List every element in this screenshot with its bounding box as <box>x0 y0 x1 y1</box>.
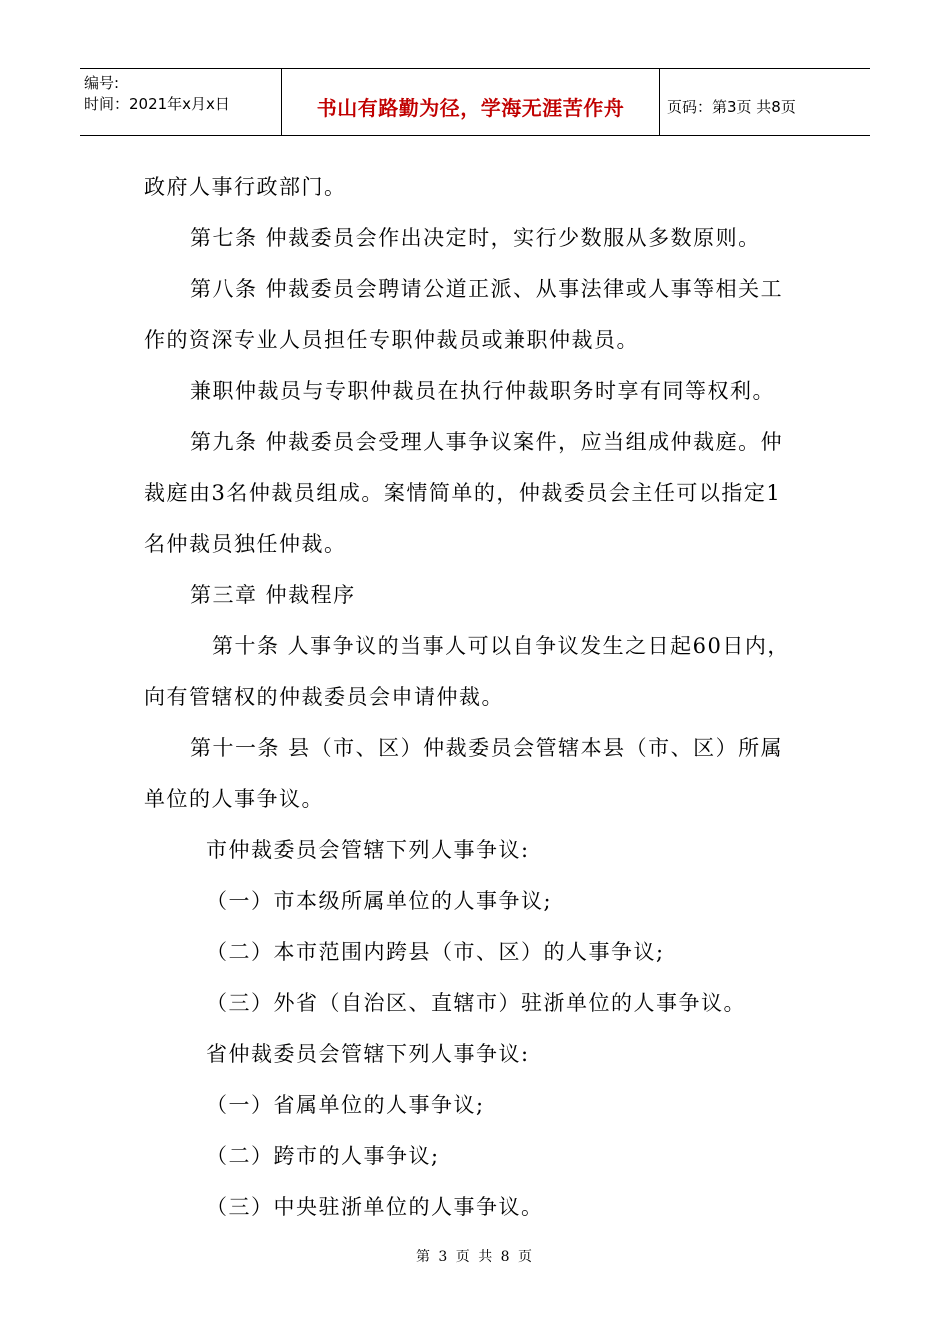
paragraph: 市仲裁委员会管辖下列人事争议: <box>206 838 530 862</box>
header-page-label: 页码：第3页 共8页 <box>667 97 796 116</box>
paragraph: 政府人事行政部门。 <box>144 175 347 199</box>
paragraph: 单位的人事争议。 <box>144 787 324 811</box>
paragraph: 第九条 仲裁委员会受理人事争议案件，应当组成仲裁庭。仲 <box>190 430 784 454</box>
paragraph: 兼职仲裁员与专职仲裁员在执行仲裁职务时享有同等权利。 <box>190 379 775 403</box>
list-item: （一）省属单位的人事争议; <box>206 1093 485 1117</box>
chapter-heading: 第三章 仲裁程序 <box>190 583 356 607</box>
paragraph: 作的资深专业人员担任专职仲裁员或兼职仲裁员。 <box>144 328 639 352</box>
list-item: （三）外省（自治区、直辖市）驻浙单位的人事争议。 <box>206 991 746 1015</box>
paragraph: 名仲裁员独任仲裁。 <box>144 532 347 556</box>
paragraph: 裁庭由3名仲裁员组成。案情简单的，仲裁委员会主任可以指定1 <box>144 481 782 505</box>
paragraph: 第七条 仲裁委员会作出决定时，实行少数服从多数原则。 <box>190 226 761 250</box>
paragraph: 第十条 人事争议的当事人可以自争议发生之日起60日内， <box>212 634 790 658</box>
paragraph: 第八条 仲裁委员会聘请公道正派、从事法律或人事等相关工 <box>190 277 784 301</box>
list-item: （二）跨市的人事争议; <box>206 1144 440 1168</box>
paragraph: 向有管辖权的仲裁委员会申请仲裁。 <box>144 685 504 709</box>
header-info <box>80 69 282 135</box>
document-body <box>144 162 794 1233</box>
paragraph: 省仲裁委员会管辖下列人事争议: <box>206 1042 530 1066</box>
page-header <box>80 68 870 136</box>
paragraph: 第十一条 县（市、区）仲裁委员会管辖本县（市、区）所属 <box>190 736 784 760</box>
list-item: （二）本市范围内跨县（市、区）的人事争议; <box>206 940 665 964</box>
list-item: （三）中央驻浙单位的人事争议。 <box>206 1195 544 1219</box>
header-motto-cell <box>282 69 660 135</box>
page-footer: 第 3 页 共 8 页 <box>415 1249 535 1265</box>
document-number-label: 编号: <box>84 74 120 92</box>
header-page-cell <box>660 69 870 135</box>
document-time-label: 时间：2021年x月x日 <box>84 95 230 113</box>
list-item: （一）市本级所属单位的人事争议; <box>206 889 553 913</box>
header-motto: 书山有路勤为径，学海无涯苦作舟 <box>316 95 625 120</box>
